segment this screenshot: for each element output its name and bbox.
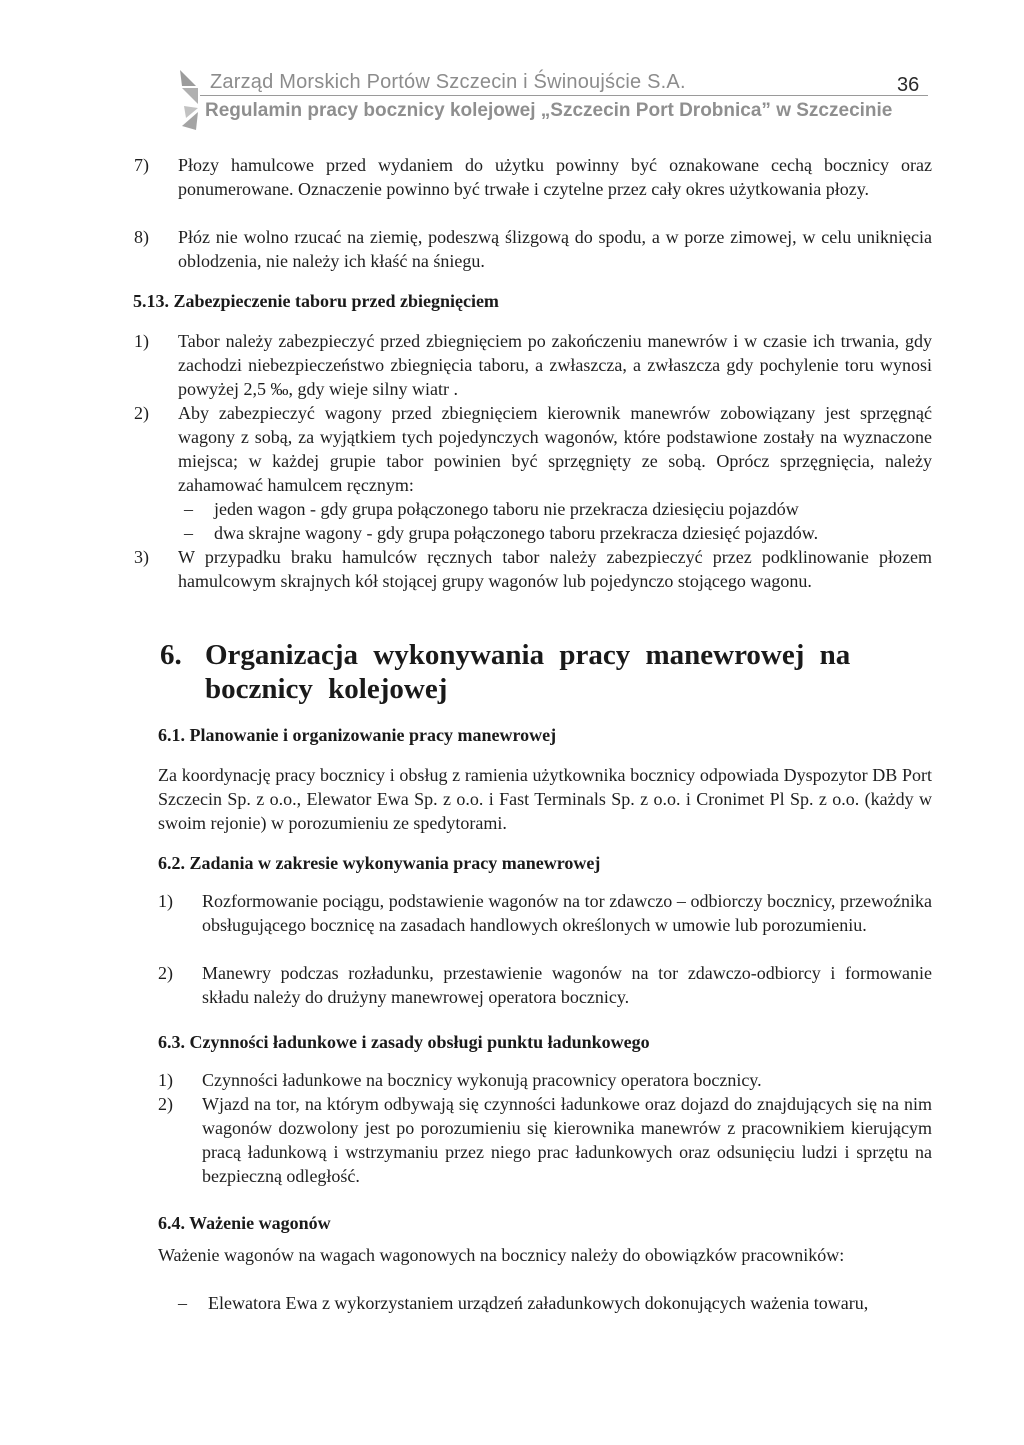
list-item-number: 1) — [158, 891, 173, 911]
dash-item-text: Elewatora Ewa z wykorzystaniem urządzeń załadunkowych dokonujących ważenia towaru, — [208, 1293, 869, 1313]
dash-item — [184, 521, 924, 545]
list-item-number: 2) — [158, 1094, 173, 1114]
company-logo-icon — [178, 68, 200, 134]
dash-marker: – — [178, 1293, 187, 1313]
list-item — [158, 961, 934, 1009]
header-company-name: Zarząd Morskich Portów Szczecin i Świnoujście S.A. — [210, 71, 686, 93]
list-item-number: 2) — [158, 963, 173, 983]
section-heading: 6.1. Planowanie i organizowanie pracy manewrowej — [158, 725, 557, 745]
list-item — [134, 329, 934, 401]
header-document-title: Regulamin pracy bocznicy kolejowej „Szczecin Port Drobnica” w Szczecinie — [205, 100, 893, 121]
section-heading: 6.2. Zadania w zakresie wykonywania pracy manewrowej — [158, 853, 601, 873]
list-item-number: 8) — [134, 227, 149, 247]
paragraph: Ważenie wagonów na wagach wagonowych na bocznicy należy do obowiązków pracowników: — [158, 1245, 845, 1265]
list-item-text: Rozformowanie pociągu, podstawienie wagonów na tor zdawczo – odbiorczy bocznicy, przewoźnika obsługującego bocznicę na zasadach handlowych określonych w umowie lub porozumieniu. — [202, 891, 932, 935]
list-item-number: 7) — [134, 155, 149, 175]
section-heading: 6.4. Ważenie wagonów — [158, 1213, 331, 1233]
list-item-text: Wjazd na tor, na którym odbywają się czynności ładunkowe oraz dojazd do znajdujących się na nim wagonów dozwolony jest po porozumieniu się kierownika manewrów z pracownikiem kierującym pracą ładunkową i wstrzymaniu przez niego prac ładunkowych oraz odsunięciu ludzi i sprzętu na bezpieczną odległość. — [202, 1094, 932, 1186]
dash-item — [184, 497, 924, 521]
dash-item-text: dwa skrajne wagony - gdy grupa połączonego taboru przekracza dziesięć pojazdów. — [214, 523, 819, 543]
list-item-text: Tabor należy zabezpieczyć przed zbiegnięciem po zakończeniu manewrów i w czasie ich trwania, gdy zachodzi niebezpieczeństwo zbiegnięcia taboru, a zwłaszcza, a zwłaszcza gdy pochylenie toru wynosi powyżej 2,5 ‰, gdy wieje silny wiatr . — [178, 331, 932, 399]
page-number: 36 — [897, 74, 920, 96]
header-divider — [200, 95, 928, 96]
list-item-text: Czynności ładunkowe na bocznicy wykonują pracownicy operatora bocznicy. — [202, 1070, 762, 1090]
section-heading: 6.3. Czynności ładunkowe i zasady obsługi punktu ładunkowego — [158, 1032, 650, 1052]
dash-item-text: jeden wagon - gdy grupa połączonego taboru nie przekracza dziesięciu pojazdów — [214, 499, 799, 519]
list-item-text: Płóz nie wolno rzucać na ziemię, podeszwą ślizgową do spodu, a w porze zimowej, w celu uniknięcia oblodzenia, nie należy ich kłaść na śniegu. — [178, 227, 932, 271]
chapter-title: Organizacja wykonywania pracy manewrowej na bocznicy kolejowej — [205, 639, 851, 705]
list-item — [158, 889, 934, 961]
list-item — [134, 401, 934, 497]
list-item-text: Płozy hamulcowe przed wydaniem do użytku powinny być oznakowane cechą bocznicy oraz ponumerowane. Oznaczenie powinno być trwałe i czytelne przez cały okres użytkowania płozy. — [178, 155, 932, 199]
list-item-number: 2) — [134, 403, 149, 423]
dash-item — [178, 1291, 934, 1339]
list-item — [158, 1068, 934, 1092]
list-item-text: Aby zabezpieczyć wagony przed zbiegnięciem kierownik manewrów zobowiązany jest sprzęgnąć wagony z sobą, za wyjątkiem tych pojedynczych wagonów, które podstawione zostały na wyznaczone miejsca; w każdej grupie tabor powinien być sprzęgnięty ze sobą. Oprócz sprzęgnięcia, należy zahamować hamulcem ręcznym: — [178, 403, 932, 495]
chapter-number: 6. — [160, 639, 182, 671]
list-item — [134, 153, 934, 225]
list-item-text: W przypadku braku hamulców ręcznych tabor należy zabezpieczyć przez podklinowanie płozem hamulcowym skrajnych kół stojącej grupy wagonów lub pojedynczo stojącego wagonu. — [178, 547, 932, 591]
section-heading: 5.13. Zabezpieczenie taboru przed zbiegnięciem — [133, 291, 499, 311]
list-item-text: Manewry podczas rozładunku, przestawienie wagonów na tor zdawczo-odbiorcy i formowanie składu należy do drużyny manewrowej operatora bocznicy. — [202, 963, 932, 1007]
paragraph: Za koordynację pracy bocznicy i obsług z ramienia użytkownika bocznicy odpowiada Dyspozytor DB Port Szczecin Sp. z o.o., Elewator Ewa Sp. z o.o. i Fast Terminals Sp. z o.o. i Cronimet Pl Sp. z o.o. (każdy w swoim rejonie) w porozumieniu ze spedytorami. — [158, 765, 932, 833]
list-item-number: 1) — [158, 1070, 173, 1090]
list-item-number: 1) — [134, 331, 149, 351]
list-item — [158, 1092, 934, 1188]
list-item — [134, 225, 934, 273]
list-item — [134, 545, 934, 617]
dash-marker: – — [184, 499, 193, 519]
list-item-number: 3) — [134, 547, 149, 567]
dash-marker: – — [184, 523, 193, 543]
